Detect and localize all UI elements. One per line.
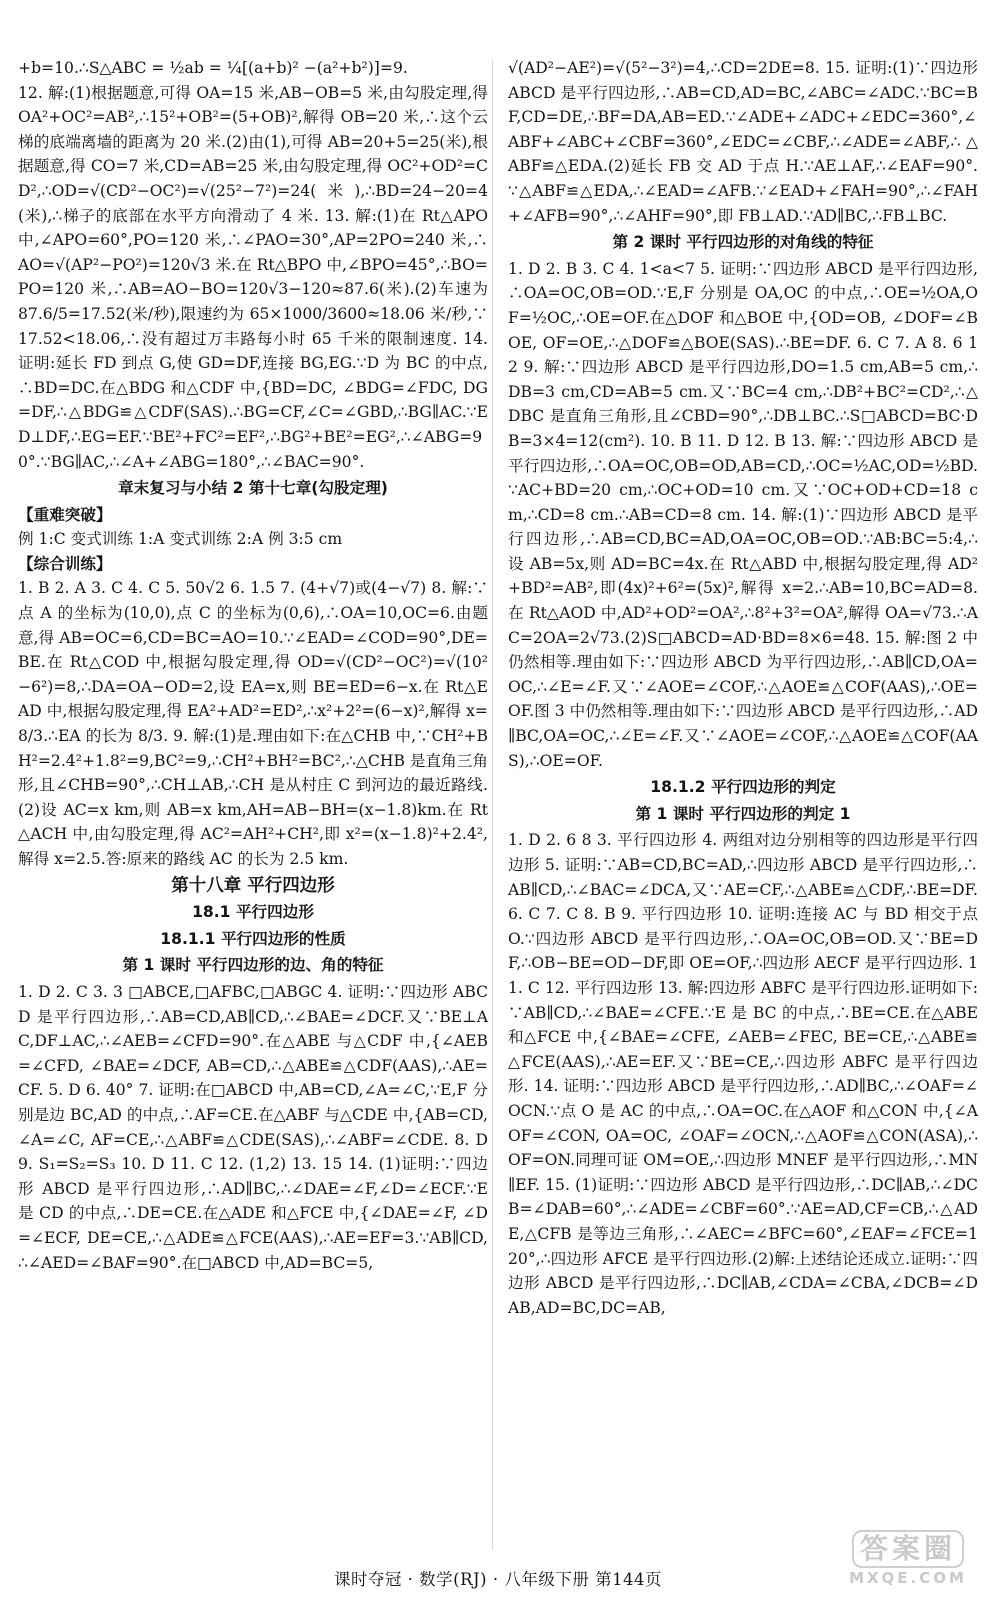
watermark-title: 答案圈 xyxy=(852,1530,964,1568)
section-heading: 第 2 课时 平行四边形的对角线的特征 xyxy=(612,233,874,252)
column-divider xyxy=(492,60,493,1550)
watermark-logo xyxy=(834,1530,982,1594)
answer-paragraph: 1. D 2. 6 8 3. 平行四边形 4. 两组对边分别相等的四边形是平行四边形 5. 证明:∵AB=CD,BC=AD,∴四边形 ABCD 是平行四边形,∴AB∥CD,∴∠BAC=∠DCA,又∵AE=CF,∴△ABE≌△CDF,∴BE=DF. 6. C 7. C 8. B 9. 平行四边形 10. 证明:连接 AC 与 BD 相交于点 O.∵四边形 ABCD 是平行四边形,∴OA=OC,OB=OD.又∵BE=DF,∴OB−BE=OD−DF,即 OE=OF,∴四边形 AECF 是平行四边形. 11. C 12. 平行四边形 13. 解:四边形 ABFC 是平行四边形.证明如下:∵AB∥CD,∴∠BAE=∠CFE.∵E 是 BC 的中点,∴BE=CE.在△ABE 和△FCE 中,{∠BAE=∠CFE, ∠AEB=∠FEC, BE=CE,∴△ABE≌△FCE(AAS),∴AE=EF.又∵BE=CE,∴四边形 ABFC 是平行四边形. 14. 证明:∵四边形 ABCD 是平行四边形,∴AD∥BC,∴∠OAF=∠OCN.∵点 O 是 AC 的中点,∴OA=OC.在△AOF 和△CON 中,{∠AOF=∠CON, OA=OC, ∠OAF=∠OCN,∴△AOF≌△CON(ASA),∴OF=ON.同理可证 OM=OE,∴四边形 MNEF 是平行四边形,∴MN∥EF. 15. (1)证明:∵四边形 ABCD 是平行四边形,∴DC∥AB,∴∠DCB=∠DAB=60°,∴∠ADE=∠CBF=60°.∵AE=AD,CF=CB,∴△ADE,△CFB 是等边三角形,∴∠AEC=∠BFC=60°,∠EAF=∠FCE=120°,∴四边形 AFCE 是平行四边形.(2)解:上述结论还成立.证明:∵四边形 ABCD 是平行四边形,∴DC∥AB,∠CDA=∠CBA,∠DCB=∠DAB,AD=BC,DC=AB, xyxy=(508,831,979,1317)
section-tag: 【重难突破】 xyxy=(18,505,112,524)
right-column xyxy=(508,56,978,1320)
answer-paragraph: 1. D 2. C 3. 3 □ABCE,□AFBC,□ABGC 4. 证明:∵四边形 ABCD 是平行四边形,∴AB=CD,AB∥CD,∴∠BAE=∠DCF.又∵BE⊥AC,DF⊥AC,∴∠AEB=∠CFD=90°.在△ABE 与△CDF 中,{∠AEB=∠CFD, ∠BAE=∠DCF, AB=CD,∴△ABE≌△CDF(AAS),∴AE=CF. 5. D 6. 40° 7. 证明:在□ABCD 中,AB=CD,∠A=∠C,∵E,F 分别是边 BC,AD 的中点,∴AF=CE.在△ABF 与△CDE 中,{AB=CD, ∠A=∠C, AF=CE,∴△ABF≌△CDE(SAS),∴∠ABF=∠CDE. 8. D 9. S₁=S₂=S₃ 10. D 11. C 12. (1,2) 13. 15 14. (1)证明:∵四边形 ABCD 是平行四边形,∴AD∥BC,∴∠DAE=∠F,∠D=∠ECF.∵E 是 CD 的中点,∴DE=CE.在△ADE 和△FCE 中,{∠DAE=∠F, ∠D=∠ECF, DE=CE,∴△ADE≌△FCE(AAS),∴AE=EF=3.∵AB∥CD,∴∠AED=∠BAF=90°.在□ABCD 中,AD=BC=5, xyxy=(18,982,488,1272)
answer-paragraph: +b=10.∴S△ABC = ½ab = ¼[(a+b)² −(a²+b²)]=9. xyxy=(18,59,408,77)
section-heading: 章末复习与小结 2 第十七章(勾股定理) xyxy=(118,479,388,498)
section-heading: 18.1.1 平行四边形的性质 xyxy=(160,929,346,948)
watermark-url: MXQE.COM xyxy=(849,1569,967,1587)
left-column xyxy=(18,56,488,1275)
page-footer: 课时夺冠 · 数学(RJ) · 八年级下册 第144页 xyxy=(333,1570,663,1589)
section-heading: 第 1 课时 平行四边形的判定 1 xyxy=(635,804,851,823)
answer-paragraph: 例 1:C 变式训练 1:A 变式训练 2:A 例 3:5 cm xyxy=(18,530,343,549)
answer-paragraph: 1. D 2. B 3. C 4. 1<a<7 5. 证明:∵四边形 ABCD 是平行四边形,∴OA=OC,OB=OD.∵E,F 分别是 OA,OC 的中点,∴OE=½OA,OF=½OC,∴OE=OF.在△DOF 和△BOE 中,{OD=OB, ∠DOF=∠BOE, OF=OE,∴△DOF≌△BOE(SAS).∴BE=DF. 6. C 7. A 8. 6 12 9. 解:∵四边形 ABCD 是平行四边形,DO=1.5 cm,AB=5 cm,∴DB=3 cm,CD=AB=5 cm.又∵BC=4 cm,∴DB²+BC²=CD²,∴△DBC 是直角三角形,且∠CBD=90°,∴DB⊥BC.∴S□ABCD=BC·DB=3×4=12(cm²). 10. B 11. D 12. B 13. 解:∵四边形 ABCD 是平行四边形,∴OA=OC,OB=OD,AB=CD,∴OC=½AC,OD=½BD.∵AC+BD=20 cm,∴OC+OD=10 cm.又∵OC+OD+CD=18 cm,∴CD=8 cm.∴AB=CD=8 cm. 14. 解:(1)∵四边形 ABCD 是平行四边形,∴AB=CD,BC=AD,OA=OC,OB=OD.∵AB:BC=5:4,∴设 AB=5x,则 AD=BC=4x.在 Rt△ABD 中,根据勾股定理,得 AD²+BD²=AB²,即(4x)²+6²=(5x)²,解得 x=2.∴AB=10,BC=AD=8.在 Rt△AOD 中,AD²+OD²=OA²,∴8²+3²=OA²,解得 OA=√73.∴AC=2OA=2√73.(2)S□ABCD=AD·BD=8×6=48. 15. 解:图 2 中仍然相等.理由如下:∵四边形 ABCD 为平行四边形,∴AB∥CD,OA=OC,∴∠E=∠F.又∵∠AOE=∠COF,∴△AOE≌△COF(AAS),∴OE=OF.图 3 中仍然相等.理由如下:∵四边形 ABCD 是平行四边形,∴AD∥BC,OA=OC,∴∠E=∠F.又∵∠AOE=∠COF,∴△AOE≌△COF(AAS),∴OE=OF. xyxy=(508,259,978,770)
section-tag: 【综合训练】 xyxy=(18,554,112,573)
answer-paragraph: √(AD²−AE²)=√(5²−3²)=4,∴CD=2DE=8. 15. 证明:(1)∵四边形 ABCD 是平行四边形,∴AB=CD,AD=BC,∠ABC=∠ADC.∵BC=BF,CD=DE,∴BF=DA,AB=ED.∵∠ADE+∠ADC+∠EDC=360°,∠ABF+∠ABC+∠CBF=360°,∠EDC=∠CBF,∴∠ADE=∠ABF,∴△ABF≌△EDA.(2)延长 FB 交 AD 于点 H.∵AE⊥AF,∴∠EAF=90°.∵△ABF≌△EDA,∴∠EAD=∠AFB.∵∠EAD+∠FAH=90°,∴∠FAH+∠AFB=90°,∴∠AHF=90°,即 FB⊥AD.∵AD∥BC,∴FB⊥BC. xyxy=(508,59,978,225)
answer-paragraph: 12. 解:(1)根据题意,可得 OA=15 米,AB−OB=5 米,由勾股定理,得 OA²+OC²=AB²,∴15²+OB²=(5+OB)²,解得 OB=20 米,∴这个云梯的底端离墙的距离为 20 米.(2)由(1),可得 AB=20+5=25(米),根据题意,得 CO=7 米,CD=AB=25 米,由勾股定理,得 OC²+OD²=CD²,∴OD=√(CD²−OC²)=√(25²−7²)=24(米),∴BD=24−20=4(米),∴梯子的底部在水平方向滑动了 4 米. 13. 解:(1)在 Rt△APO 中,∠APO=60°,PO=120 米,∴∠PAO=30°,AP=2PO=240 米,∴AO=√(AP²−PO²)=120√3 米.在 Rt△BPO 中,∠BPO=45°,∴BO=PO=120 米,∴AB=AO−BO=120√3−120≈87.6(米).(2)车速为 87.6/5=17.52(米/秒),限速约为 65×1000/3600≈18.06 米/秒,∵17.52<18.06,∴没有超过万丰路每小时 65 千米的限制速度. 14. 证明:延长 FD 到点 G,使 GD=DF,连接 BG,EG.∵D 为 BC 的中点,∴BD=DC.在△BDG 和△CDF 中,{BD=DC, ∠BDG=∠FDC, DG=DF,∴△BDG≌△CDF(SAS).∴BG=CF,∠C=∠GBD,∴BG∥AC.∵ED⊥DF,∴EG=EF.∵BE²+FC²=EF²,∴BG²+BE²=EG²,∴∠ABG=90°.∵BG∥AC,∴∠A+∠ABG=180°,∴∠BAC=90°. xyxy=(18,83,488,471)
section-heading: 第 1 课时 平行四边形的边、角的特征 xyxy=(122,956,384,975)
section-heading: 18.1.2 平行四边形的判定 xyxy=(650,778,836,797)
section-heading: 18.1 平行四边形 xyxy=(192,903,314,922)
answer-paragraph: 1. B 2. A 3. C 4. C 5. 50√2 6. 1.5 7. (4+√7)或(4−√7) 8. 解:∵点 A 的坐标为(10,0),点 C 的坐标为(0,6),∴OA=10,OC=6.由题意,得 AB=OC=6,CD=BC=AO=10.∵∠EAD=∠COD=90°,DE=BE.在 Rt△COD 中,根据勾股定理,得 OD=√(CD²−OC²)=√(10²−6²)=8,∴DA=OA−OD=2,设 EA=x,则 BE=ED=6−x.在 Rt△EAD 中,根据勾股定理,得 EA²+AD²=ED²,∴x²+2²=(6−x)²,解得 x=8/3.∴EA 的长为 8/3. 9. 解:(1)是.理由如下:在△CHB 中,∵CH²+BH²=2.4²+1.8²=9,BC²=9,∴CH²+BH²=BC²,∴△CHB 是直角三角形,且∠CHB=90°,∴CH⊥AB,∴CH 是从村庄 C 到河边的最近路线.(2)设 AC=x km,则 AB=x km,AH=AB−BH=(x−1.8)km.在 Rt△ACH 中,由勾股定理,得 AC²=AH²+CH²,即 x²=(x−1.8)²+2.4²,解得 x=2.5.答:原来的路线 AC 的长为 2.5 km. xyxy=(18,579,488,868)
chapter-heading: 第十八章 平行四边形 xyxy=(171,875,335,896)
